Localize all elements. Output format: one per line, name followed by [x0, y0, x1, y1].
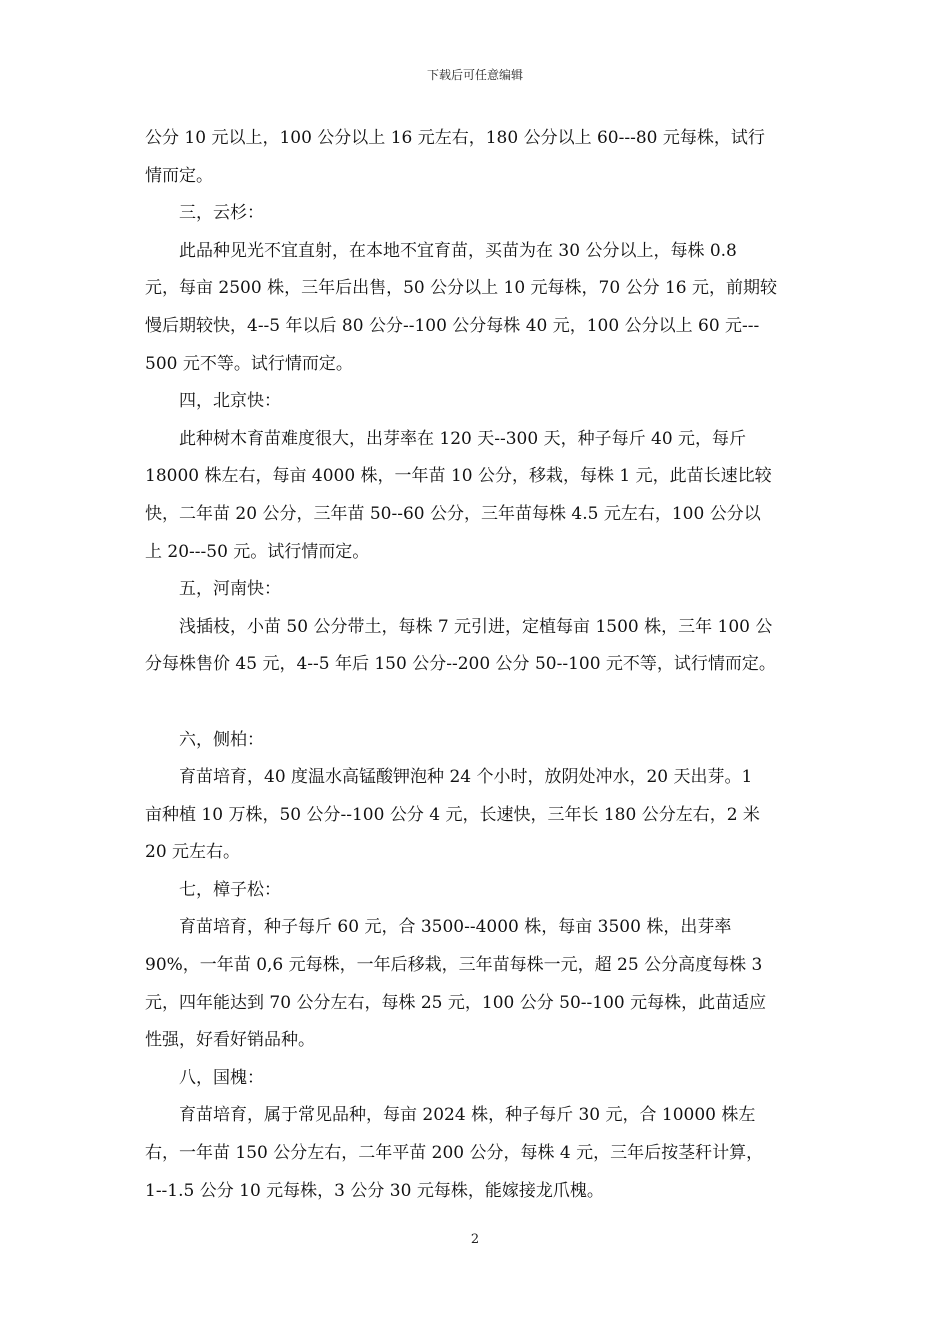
section-heading-henankuai: 五，河南快：: [179, 579, 281, 600]
paragraph-line: 育苗培育，属于常见品种，每亩 2024 株，种子每斤 30 元，合 10000 株左: [179, 1105, 756, 1126]
paragraph-line: 快，二年苗 20 公分，三年苗 50--60 公分，三年苗每株 4.5 元左右，100 公分以: [145, 503, 761, 524]
paragraph-line: 90%，一年苗 0,6 元每株，一年后移栽，三年苗每株一元，超 25 公分高度每株 3: [145, 955, 763, 976]
paragraph-line: 分每株售价 45 元，4--5 年后 150 公分--200 公分 50--100 元不等，试行情而定。: [145, 654, 776, 675]
paragraph-line: 此品种见光不宜直射，在本地不宜育苗，买苗为在 30 公分以上，每株 0.8: [179, 240, 737, 261]
paragraph-line: 浅插枝，小苗 50 公分带土，每株 7 元引进，定植每亩 1500 株，三年 100 公: [179, 616, 773, 637]
paragraph-line: 1--1.5 公分 10 元每株，3 公分 30 元每株，能嫁接龙爪槐。: [145, 1180, 604, 1201]
paragraph-line: 慢后期较快，4--5 年以后 80 公分--100 公分每株 40 元，100 公分以上 60 元---: [145, 315, 760, 336]
paragraph-line: 育苗培育，种子每斤 60 元，合 3500--4000 株，每亩 3500 株，出芽率: [179, 917, 732, 938]
section-heading-yunshan: 三，云杉：: [179, 203, 264, 224]
page-number: 2: [470, 1232, 480, 1247]
paragraph-line: 20 元左右。: [145, 842, 241, 863]
section-heading-guohuai: 八，国槐：: [179, 1067, 264, 1088]
paragraph-line: 公分 10 元以上，100 公分以上 16 元左右，180 公分以上 60---80 元每株，试行: [145, 128, 765, 148]
paragraph-line: 右，一年苗 150 公分左右，二年平苗 200 公分，每株 4 元，三年后按茎秆计算，: [145, 1143, 764, 1164]
paragraph-line: 亩种植 10 万株，50 公分--100 公分 4 元，长速快，三年长 180 公分左右，2 米: [145, 804, 760, 825]
paragraph-line: 此种树木育苗难度很大，出芽率在 120 天--300 天，种子每斤 40 元，每斤: [179, 428, 747, 449]
section-heading-zhangzisong: 七，樟子松：: [179, 879, 281, 900]
paragraph-line: 性强，好看好销品种。: [145, 1030, 315, 1051]
paragraph-line: 上 20---50 元。试行情而定。: [145, 541, 370, 562]
page-header: 下载后可任意编辑: [426, 68, 523, 82]
paragraph-line: 元，每亩 2500 株，三年后出售，50 公分以上 10 元每株，70 公分 16 元，前期较: [145, 278, 778, 299]
blank-line: [145, 684, 825, 722]
section-heading-cebai: 六，侧柏：: [179, 729, 264, 750]
paragraph-line: 500 元不等。试行情而定。: [145, 353, 353, 374]
paragraph-line: 元，四年能达到 70 公分左右，每株 25 元，100 公分 50--100 元每株，此苗适应: [145, 992, 767, 1013]
paragraph-line: 18000 株左右，每亩 4000 株，一年苗 10 公分，移栽，每株 1 元，此苗长速比较: [145, 466, 772, 487]
document-body: [145, 120, 825, 1210]
paragraph-line: 育苗培育，40 度温水高锰酸钾泡种 24 个小时，放阴处冲水，20 天出芽。1: [179, 767, 753, 788]
paragraph-line: 情而定。: [145, 165, 213, 186]
section-heading-beijingkuai: 四，北京快：: [179, 391, 281, 412]
